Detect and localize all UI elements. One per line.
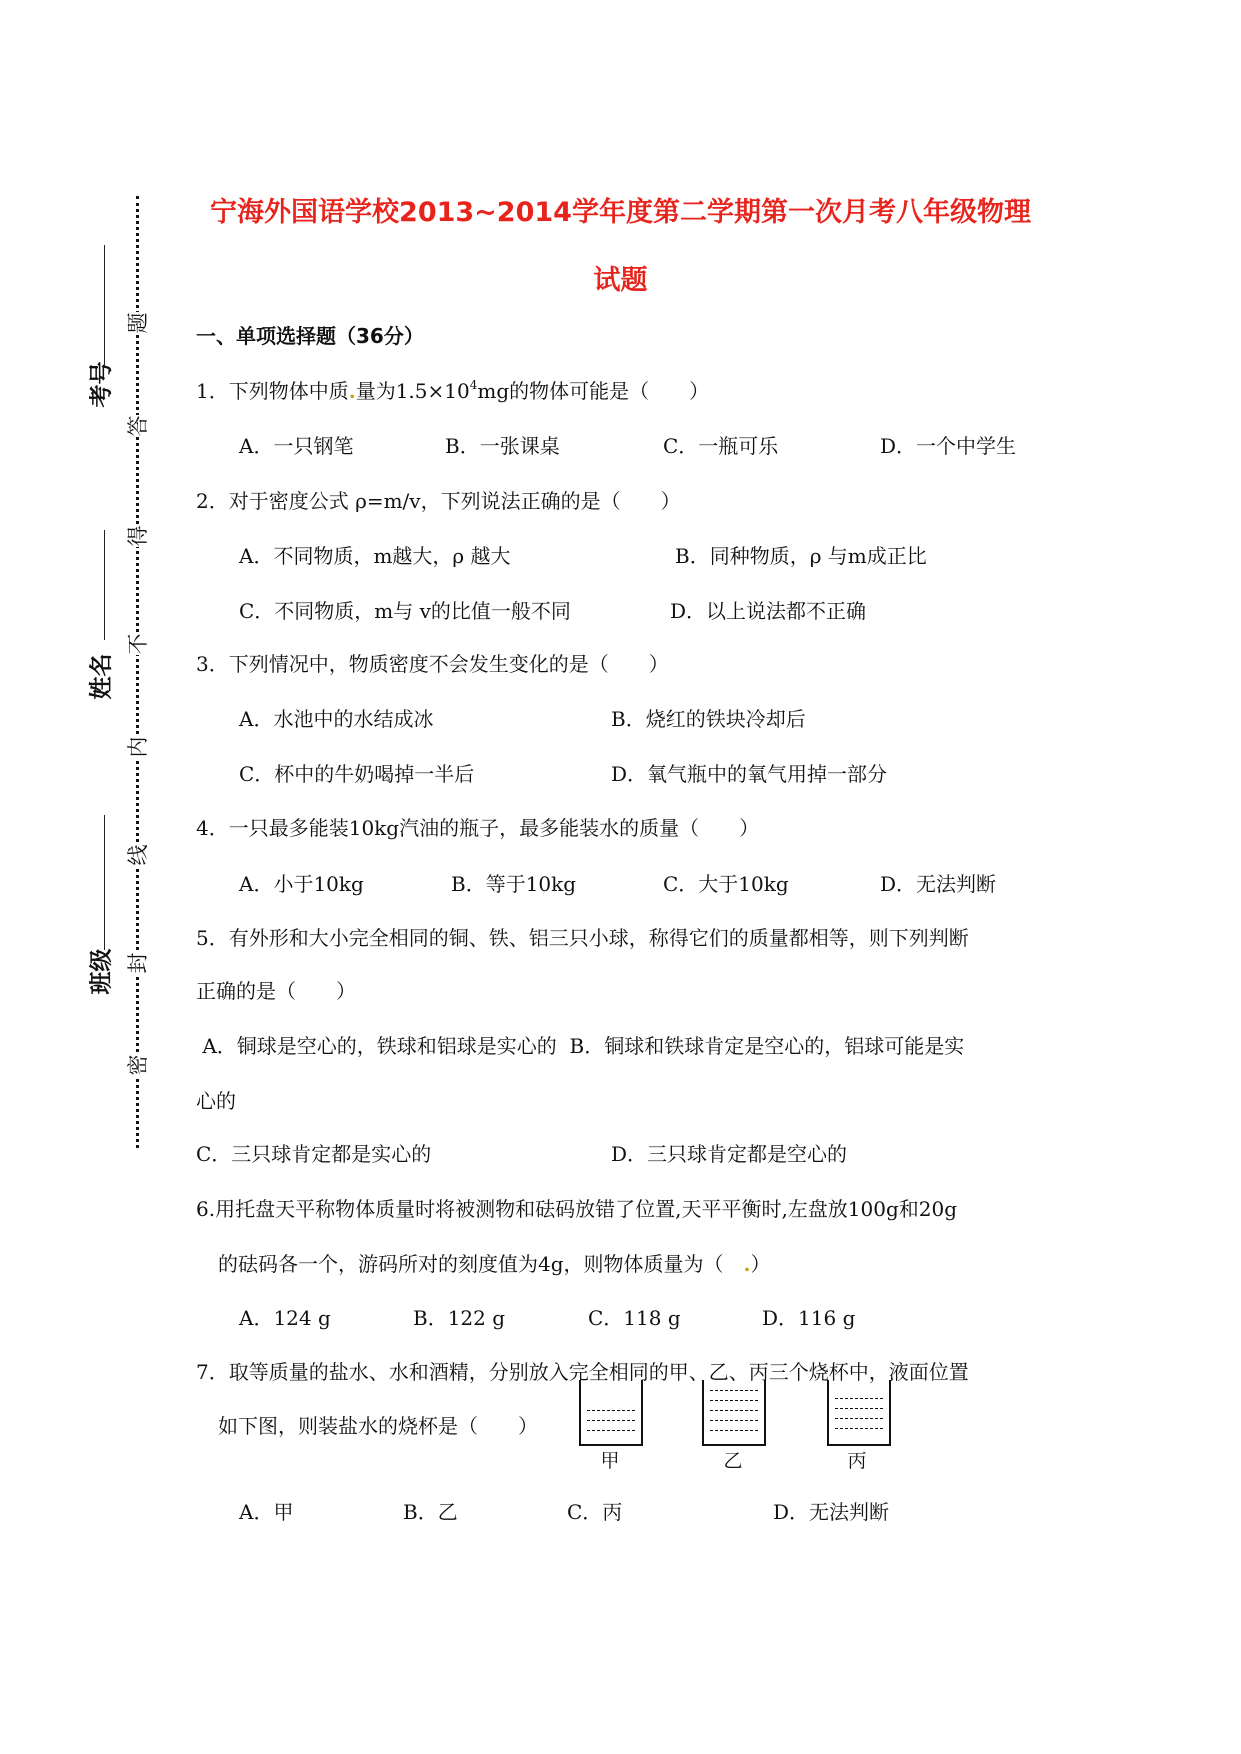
q1-option-c: C．一瓶可乐	[663, 434, 779, 458]
q4-option-c: C．大于10kg	[663, 872, 789, 896]
question-5-stem-cont: 正确的是（ ）	[196, 979, 356, 1003]
liquid-surface	[587, 1410, 635, 1411]
liquid-line	[835, 1428, 883, 1429]
q1-option-b: B．一张课桌	[445, 434, 560, 458]
q2-option-b: B．同种物质，ρ 与m成正比	[675, 544, 927, 568]
question-5-stem: 5．有外形和大小完全相同的铜、铁、铝三只小球，称得它们的质量都相等，则下列判断	[196, 926, 969, 950]
question-3-stem: 3．下列情况中，物质密度不会发生变化的是（ ）	[196, 652, 669, 676]
q6-option-d: D．116 g	[762, 1306, 856, 1330]
liquid-line	[587, 1430, 635, 1431]
q1-option-d: D．一个中学生	[880, 434, 1017, 458]
class-blank	[104, 815, 105, 950]
liquid-line	[710, 1430, 758, 1431]
seal-char: 内	[126, 736, 150, 758]
q5-options-ab: A．铜球是空心的，铁球和铝球是实心的 B．铜球和铁球肯定是空心的，铝球可能是实	[196, 1034, 965, 1058]
liquid-line	[710, 1410, 758, 1411]
seal-char: 得	[126, 525, 150, 547]
exam-number-label: 考号	[88, 361, 115, 408]
q6-option-c: C．118 g	[588, 1306, 681, 1330]
question-1-stem: 1．下列物体中质.量为$1.5\times 10^4mg$的物体可能是（ ）	[196, 378, 710, 403]
q5-option-d: D．三只球肯定都是空心的	[611, 1142, 848, 1166]
question-6-stem-cont: 的砝码各一个，游码所对的刻度值为4g，则物体质量为（ .）	[218, 1252, 771, 1276]
q4-option-b: B．等于10kg	[451, 872, 577, 896]
liquid-surface	[710, 1390, 758, 1391]
q6-option-a: A．124 g	[239, 1306, 331, 1330]
section-heading: 一、单项选择题（36分）	[196, 324, 424, 348]
q2-option-d: D．以上说法都不正确	[670, 599, 867, 623]
seal-char: 密	[126, 1054, 150, 1076]
liquid-surface	[835, 1398, 883, 1399]
q4-option-d: D．无法判断	[880, 872, 997, 896]
q6-option-b: B．122 g	[413, 1306, 506, 1330]
beaker-yi	[702, 1380, 766, 1446]
q2-option-c: C．不同物质，m与 v的比值一般不同	[239, 599, 571, 623]
q5-options-ab-cont: 心的	[196, 1089, 236, 1113]
name-label: 姓名	[88, 653, 115, 700]
q3-option-c: C．杯中的牛奶喝掉一半后	[239, 762, 475, 786]
question-7-stem-cont: 如下图，则装盐水的烧杯是（ ）	[218, 1414, 538, 1438]
q7-option-d: D．无法判断	[773, 1500, 890, 1524]
liquid-line	[835, 1418, 883, 1419]
name-blank	[104, 530, 105, 640]
page-title-line2: 试题	[593, 265, 648, 296]
seal-dotted-line	[136, 196, 139, 1148]
q3-option-a: A．水池中的水结成冰	[239, 707, 434, 731]
beaker-jia	[579, 1380, 643, 1446]
liquid-line	[587, 1420, 635, 1421]
beaker-label-jia: 甲	[600, 1450, 620, 1472]
q7-option-b: B．乙	[403, 1500, 458, 1524]
seal-char: 线	[126, 844, 150, 866]
seal-char: 答	[126, 415, 150, 437]
q7-option-c: C．丙	[567, 1500, 623, 1524]
seal-char: 封	[126, 952, 150, 974]
beaker-bing	[827, 1380, 891, 1446]
q5-option-c: C．三只球肯定都是实心的	[196, 1142, 432, 1166]
q3-option-d: D．氧气瓶中的氧气用掉一部分	[611, 762, 888, 786]
seal-char: 题	[126, 312, 150, 334]
q2-option-a: A．不同物质，m越大，ρ 越大	[239, 544, 511, 568]
liquid-line	[710, 1400, 758, 1401]
page-title: 宁海外国语学校2013~2014学年度第二学期第一次月考八年级物理	[210, 197, 1031, 228]
question-4-stem: 4．一只最多能装10kg汽油的瓶子，最多能装水的质量（ ）	[196, 816, 760, 840]
liquid-line	[835, 1408, 883, 1409]
question-6-stem: 6.用托盘天平称物体质量时将被测物和砝码放错了位置,天平平衡时,左盘放100g和20g	[196, 1197, 958, 1221]
liquid-line	[710, 1420, 758, 1421]
q7-option-a: A．甲	[239, 1500, 294, 1524]
question-7-stem: 7．取等质量的盐水、水和酒精，分别放入完全相同的甲、乙、丙三个烧杯中，液面位置	[196, 1360, 969, 1384]
q1-option-a: A．一只钢笔	[239, 434, 354, 458]
class-label: 班级	[88, 948, 115, 995]
beaker-label-bing: 丙	[847, 1450, 867, 1472]
q3-option-b: B．烧红的铁块冷却后	[611, 707, 806, 731]
question-2-stem: 2．对于密度公式 ρ=m/v，下列说法正确的是（ ）	[196, 489, 681, 513]
beaker-label-yi: 乙	[723, 1450, 743, 1472]
seal-char: 不	[126, 633, 150, 655]
q4-option-a: A．小于10kg	[239, 872, 364, 896]
